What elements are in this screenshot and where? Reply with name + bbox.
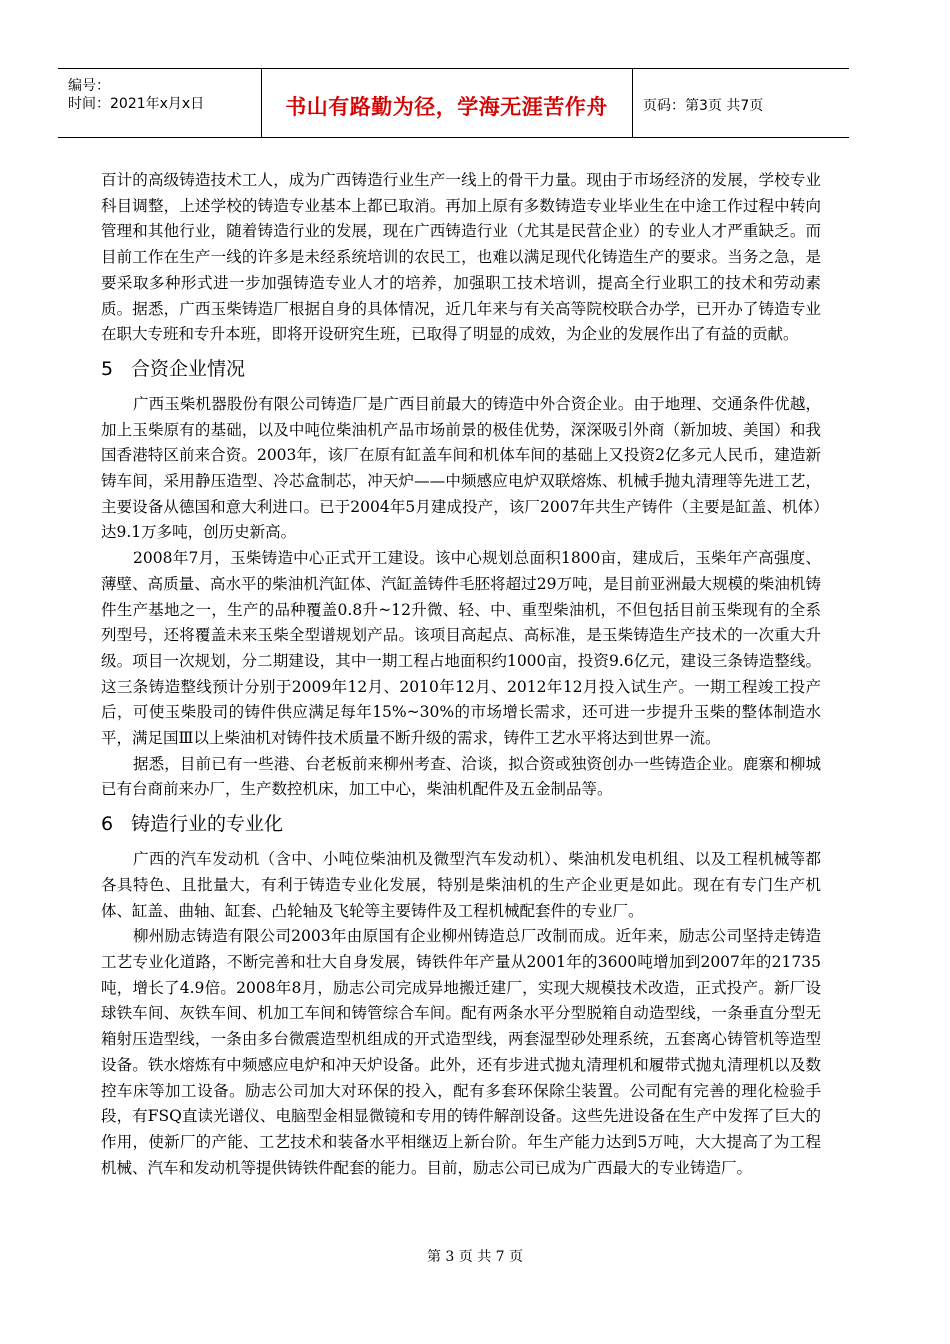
section-heading-6 [101, 809, 821, 839]
paragraph: 广西玉柴机器股份有限公司铸造厂是广西目前最大的铸造中外合资企业。由于地理、交通条件优越，加上玉柴原有的基础，以及中吨位柴油机产品市场前景的极佳优势，深深吸引外商（新加坡、美国）和我国香港特区前来合资。2003年，该厂在原有缸盖车间和机体车间的基础上又投资2亿多元人民币，建造新铸车间，采用静压造型、冷芯盒制芯，冲天炉——中频感应电炉双联熔炼、机械手抛丸清理等先进工艺，主要设备从德国和意大利进口。已于2004年5月建成投产，该厂2007年共生产铸件（主要是缸盖、机体）达9.1万多吨，创历史新高。 [101, 394, 821, 542]
header-motto-cell [261, 69, 633, 137]
paragraph: 柳州励志铸造有限公司2003年由原国有企业柳州铸造总厂改制而成。近年来，励志公司坚持走铸造工艺专业化道路，不断完善和壮大自身发展，铸铁件年产量从2001年的3600吨增加到2007年的21735吨，增长了4.9倍。2008年8月，励志公司完成异地搬迁建厂，实现大规模技术改造，正式投产。新厂设球铁车间、灰铁车间、机加工车间和铸管综合车间。配有两条水平分型脱箱自动造型线，一条垂直分型无箱射压造型线，一条由多台微震造型机组成的开式造型线，两套湿型砂处理系统，五套离心铸管机等造型设备。铁水熔炼有中频感应电炉和冲天炉设备。此外，还有步进式抛丸清理机和履带式抛丸清理机以及数控车床等加工设备。励志公司加大对环保的投入，配有多套环保除尘装置。公司配有完善的理化检验手段，有FSQ直读光谱仪、电脑型金相显微镜和专用的铸件解剖设备。这些先进设备在生产中发挥了巨大的作用，使新厂的产能、工艺技术和装备水平相继迈上新台阶。年生产能力达到5万吨，大大提高了为工程机械、汽车和发动机等提供铸铁件配套的能力。目前，励志公司已成为广西最大的专业铸造厂。 [101, 927, 821, 1177]
paragraph: 据悉，目前已有一些港、台老板前来柳州考查、洽谈，拟合资或独资创办一些铸造企业。鹿寨和柳城已有台商前来办厂，生产数控机床，加工中心，柴油机配件及五金制品等。 [101, 754, 821, 799]
paragraph: 2008年7月，玉柴铸造中心正式开工建设。该中心规划总面积1800亩，建成后，玉柴年产高强度、薄壁、高质量、高水平的柴油机汽缸体、汽缸盖铸件毛胚将超过29万吨，是目前亚洲最大规模的柴油机铸件生产基地之一，生产的品种覆盖0.8升~12升微、轻、中、重型柴油机，不但包括目前玉柴现有的全系列型号，还将覆盖未来玉柴全型谱规划产品。该项目高起点、高标准，是玉柴铸造生产技术的一次重大升级。项目一次规划，分二期建设，其中一期工程占地面积约1000亩，投资9.6亿元，建设三条铸造整线。这三条铸造整线预计分别于2009年12月、2010年12月、2012年12月投入试生产。一期工程竣工投产后，可使玉柴股司的铸件供应满足每年15%~30%的市场增长需求，还可进一步提升玉柴的整体制造水平，满足国Ⅲ以上柴油机对铸件技术质量不断升级的需求，铸件工艺水平将达到世界一流。 [101, 549, 821, 748]
section-title: 合资企业情况 [131, 357, 246, 380]
section-number: 5 [101, 357, 114, 380]
section-title: 铸造行业的专业化 [131, 813, 284, 836]
header-page-info: 页码：第3页 共7页 [643, 98, 764, 114]
document-number-label: 编号： [68, 78, 110, 94]
section-heading-5 [101, 354, 821, 384]
paragraph-continued: 百计的高级铸造技术工人，成为广西铸造行业生产一线上的骨干力量。现由于市场经济的发展，学校专业科目调整，上述学校的铸造专业基本上都已取消。再加上原有多数铸造专业毕业生在中途工作过程中转向管理和其他行业，随着铸造行业的发展，现在广西铸造行业（尤其是民营企业）的专业人才严重缺乏。而目前工作在生产一线的许多是未经系统培训的农民工，也难以满足现代化铸造生产的要求。当务之急，是要采取多种形式进一步加强铸造专业人才的培养，加强职工技术培训，提高全行业职工的技术和劳动素质。据悉，广西玉柴铸造厂根据自身的具体情况，近几年来与有关高等院校联合办学，已开办了铸造专业在职大专班和专升本班，即将开设研究生班，已取得了明显的成效，为企业的发展作出了有益的贡献。 [101, 171, 821, 344]
document-time-label: 时间：2021年x月x日 [68, 96, 205, 112]
paragraph: 广西的汽车发动机（含中、小吨位柴油机及微型汽车发动机）、柴油机发电机组、以及工程机械等都各具特色、且批量大，有利于铸造专业化发展，特别是柴油机的生产企业更是如此。现在有专门生产机体、缸盖、曲轴、缸套、凸轮轴及飞轮等主要铸件及工程机械配套件的专业厂。 [101, 850, 821, 920]
header-page-cell [633, 69, 849, 137]
header-meta-cell [58, 69, 262, 137]
document-body [101, 168, 821, 1181]
section-number: 6 [101, 813, 114, 836]
header-motto: 书山有路勤为径，学海无涯苦作舟 [285, 95, 608, 119]
page-header [58, 68, 849, 138]
page-footer: 第 3 页 共 7 页 [426, 1249, 524, 1265]
